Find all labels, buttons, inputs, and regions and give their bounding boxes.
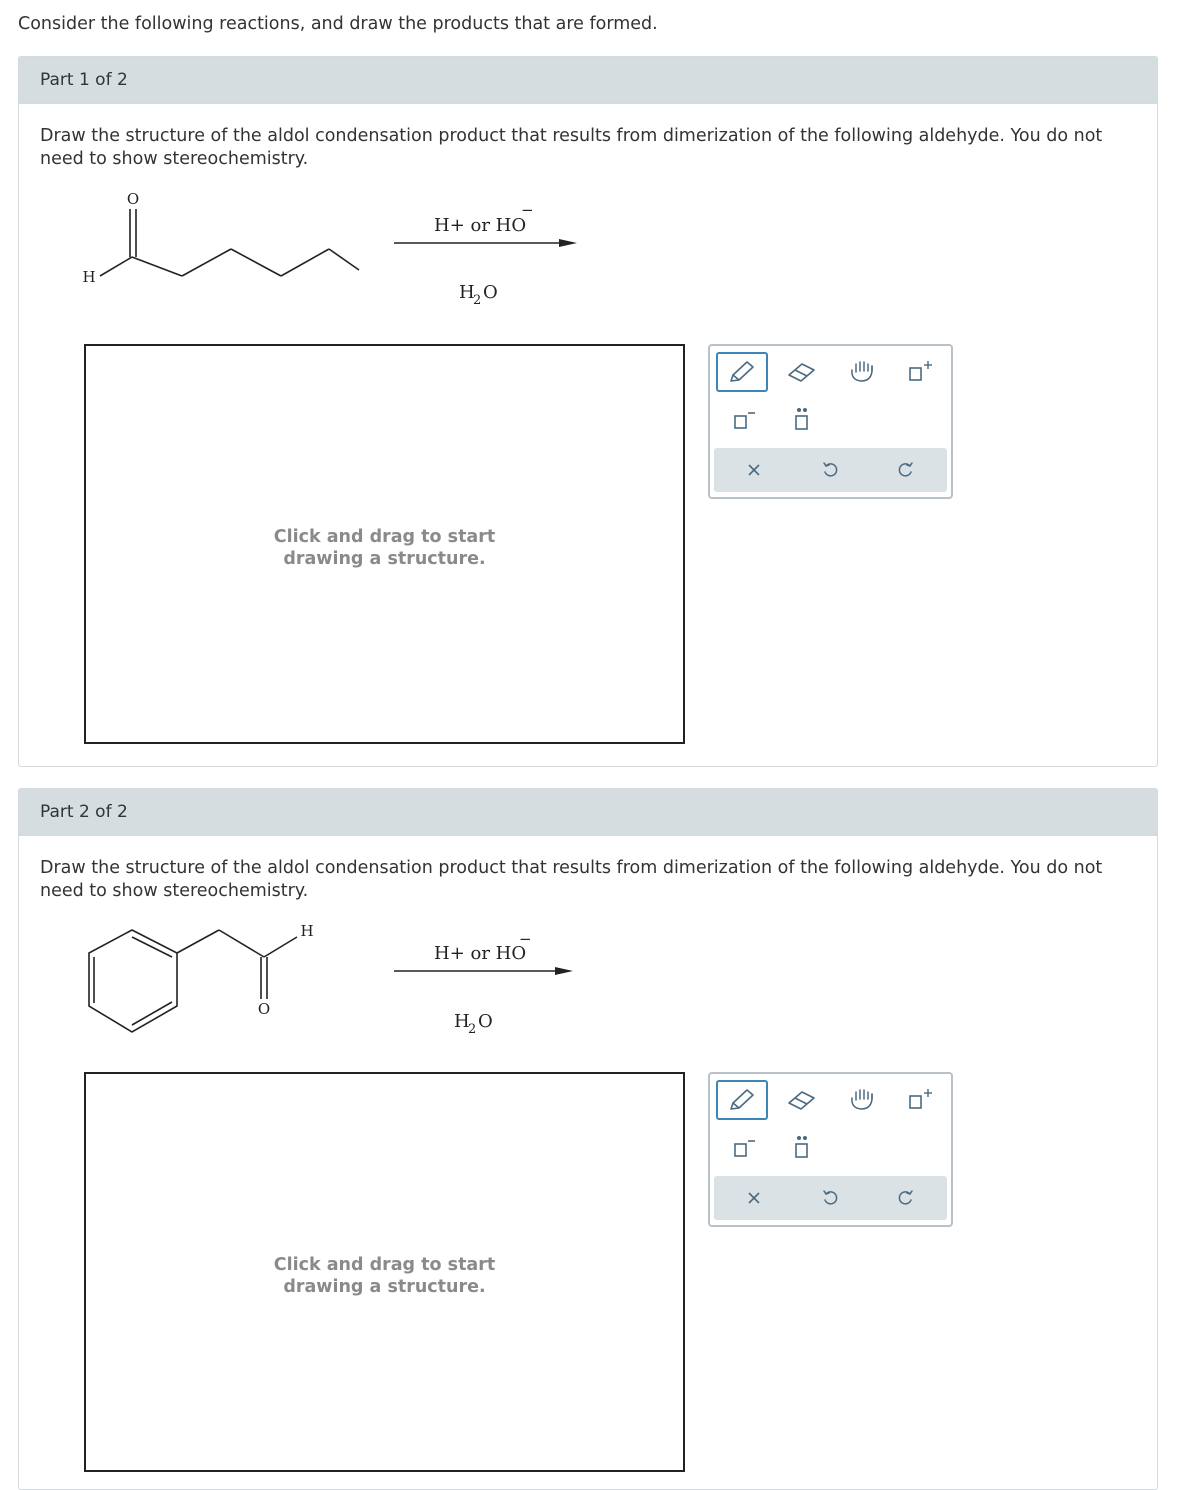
canvas-hint-line-1: Click and drag to start [273, 1255, 496, 1275]
canvas-hint-line-1: Click and drag to start [273, 527, 496, 547]
negative-charge-tool-button[interactable] [716, 1128, 768, 1168]
bond [182, 249, 231, 276]
bond [329, 249, 359, 270]
hand-icon [847, 360, 877, 384]
part-2-header [19, 789, 1157, 836]
redo-button[interactable] [882, 1178, 930, 1218]
solvent-subscript: 2 [468, 1022, 477, 1037]
hydrogen-label: H [300, 922, 314, 940]
clear-icon [746, 1190, 762, 1206]
eraser-icon [786, 360, 818, 384]
drawing-canvas-2[interactable] [84, 1072, 685, 1472]
clear-button[interactable] [730, 450, 778, 490]
action-bar-2 [714, 1176, 947, 1220]
eraser-tool-button[interactable] [776, 352, 828, 392]
solvent-h: H [459, 282, 475, 303]
bond [231, 249, 281, 276]
part-1-header [19, 57, 1157, 104]
undo-icon [821, 1189, 839, 1207]
negative-charge-icon [727, 1135, 757, 1161]
lone-pair-tool-button[interactable] [776, 400, 828, 440]
solvent-h: H [454, 1011, 470, 1032]
canvas-hint-line-2: drawing a structure. [283, 1277, 486, 1297]
positive-charge-tool-button[interactable] [894, 1080, 946, 1120]
hand-icon [847, 1088, 877, 1112]
undo-button[interactable] [806, 450, 854, 490]
solvent-o: O [478, 1011, 493, 1032]
solvent-subscript: 2 [473, 293, 482, 308]
redo-icon [897, 1189, 915, 1207]
canvas-hint [86, 526, 683, 570]
positive-charge-icon [905, 359, 935, 385]
eraser-tool-button[interactable] [776, 1080, 828, 1120]
canvas-hint [86, 1254, 683, 1298]
eraser-icon [786, 1088, 818, 1112]
drawing-toolbar-1 [708, 344, 953, 499]
catalyst-label: H+ or HO [434, 215, 527, 236]
action-bar-1 [714, 448, 947, 492]
reaction-scheme-1 [19, 187, 609, 337]
part-2-question: Draw the structure of the aldol condensation product that results from dimerization of the following aldehyde. You do not need to show stereochemistry. [40, 858, 1103, 901]
pencil-icon [727, 359, 757, 385]
hydroxide-charge: − [521, 201, 534, 219]
bond [264, 937, 297, 957]
negative-charge-tool-button[interactable] [716, 400, 768, 440]
reaction-arrow-head [555, 967, 573, 975]
bond [132, 257, 182, 276]
catalyst-label: H+ or HO [434, 943, 527, 964]
positive-charge-tool-button[interactable] [894, 352, 946, 392]
solvent-o: O [483, 282, 498, 303]
clear-icon [746, 462, 762, 478]
negative-charge-icon [727, 407, 757, 433]
redo-button[interactable] [882, 450, 930, 490]
aromatic-bond [132, 1002, 172, 1025]
hand-tool-button[interactable] [836, 1080, 888, 1120]
bond [177, 930, 219, 953]
bond [100, 257, 132, 276]
part-2-panel [18, 788, 1158, 1490]
reaction-scheme-2 [19, 919, 609, 1059]
oxygen-label: O [257, 1000, 271, 1018]
clear-button[interactable] [730, 1178, 778, 1218]
undo-button[interactable] [806, 1178, 854, 1218]
benzene-ring [89, 930, 177, 1032]
oxygen-label: O [126, 190, 140, 208]
part-1-question: Draw the structure of the aldol condensation product that results from dimerization of the following aldehyde. You do not need to show stereochemistry. [40, 126, 1103, 169]
part-1-panel [18, 56, 1158, 767]
part-2-title: Part 2 of 2 [40, 802, 128, 822]
lone-pair-tool-button[interactable] [776, 1128, 828, 1168]
instructions: Consider the following reactions, and draw the products that are formed. [18, 14, 658, 34]
redo-icon [897, 461, 915, 479]
undo-icon [821, 461, 839, 479]
pencil-icon [727, 1087, 757, 1113]
reaction-arrow-head [559, 239, 577, 247]
lone-pair-icon [787, 1134, 817, 1162]
canvas-hint-line-2: drawing a structure. [283, 549, 486, 569]
drawing-canvas-1[interactable] [84, 344, 685, 744]
hydroxide-charge: − [519, 930, 532, 948]
lone-pair-icon [787, 406, 817, 434]
positive-charge-icon [905, 1087, 935, 1113]
drawing-toolbar-2 [708, 1072, 953, 1227]
bond [281, 249, 329, 276]
hydrogen-label: H [82, 268, 96, 286]
hand-tool-button[interactable] [836, 352, 888, 392]
pencil-tool-button[interactable] [716, 1080, 768, 1120]
part-1-title: Part 1 of 2 [40, 70, 128, 90]
bond [219, 930, 264, 957]
pencil-tool-button[interactable] [716, 352, 768, 392]
